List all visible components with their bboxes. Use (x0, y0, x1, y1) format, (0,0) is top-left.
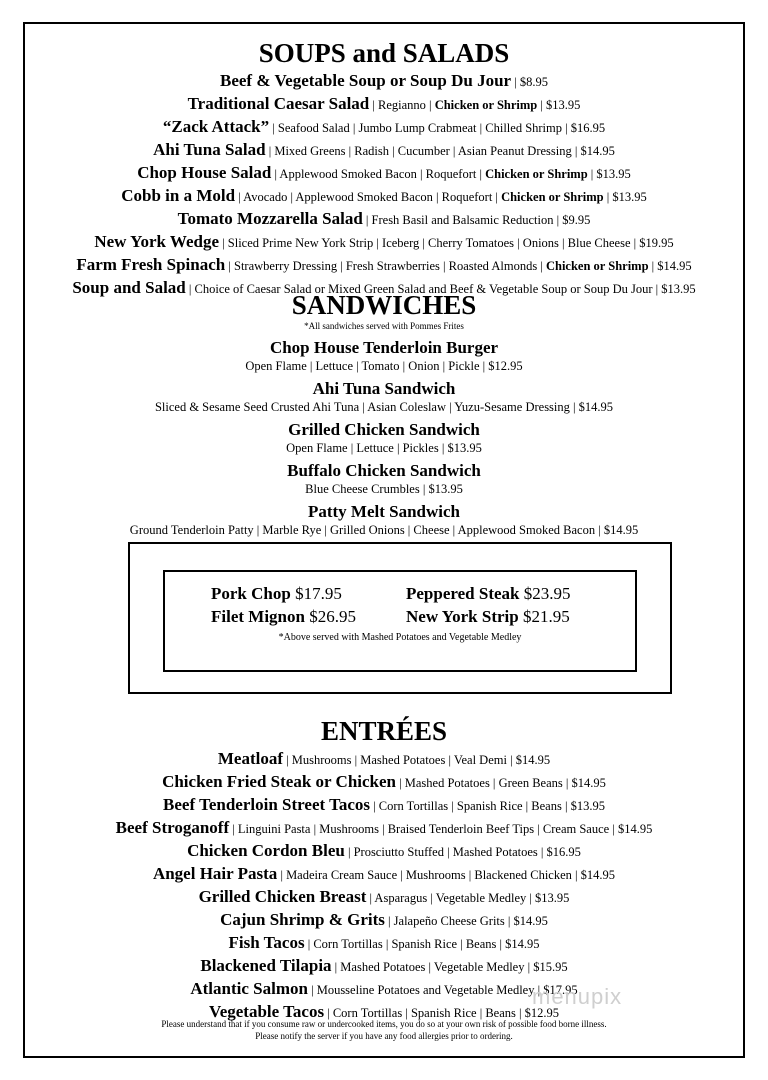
steak-name: Peppered Steak (406, 584, 520, 603)
disclaimer (0, 1018, 768, 1042)
steak-price: $17.95 (290, 584, 342, 603)
entree-item (0, 955, 768, 978)
sandwich-item (0, 461, 768, 497)
steak-row (163, 584, 637, 607)
item-name: Tomato Mozzarella Salad (177, 209, 363, 228)
protein-option: Chicken or Shrimp (434, 98, 538, 112)
item-description: | Applewood Smoked Bacon | Roquefort | (271, 167, 486, 181)
entree-name: Atlantic Salmon (190, 979, 308, 998)
sandwich-name: Patty Melt Sandwich (307, 502, 461, 521)
disclaimer-line-2: Please notify the server if you have any food allergies prior to ordering. (255, 1031, 513, 1041)
entree-name: Meatloaf (217, 749, 284, 768)
entree-description: | Asparagus | Vegetable Medley | $13.95 (366, 891, 570, 905)
entree-description: | Prosciutto Stuffed | Mashed Potatoes | $16.95 (344, 845, 581, 859)
item-description: | Mixed Greens | Radish | Cucumber | Asian Peanut Dressing | $14.95 (265, 144, 615, 158)
protein-option: Chicken or Shrimp (501, 190, 604, 204)
soup-salad-item (0, 93, 768, 116)
item-name: Soup and Salad (72, 278, 186, 297)
entree-item (0, 886, 768, 909)
sandwich-description: Blue Cheese Crumbles | $13.95 (305, 482, 463, 496)
sandwich-name: Buffalo Chicken Sandwich (287, 461, 481, 480)
soup-salad-item (0, 254, 768, 277)
sandwich-name: Chop House Tenderloin Burger (269, 338, 499, 357)
entree-name: Chicken Fried Steak or Chicken (162, 772, 396, 791)
entree-name: Vegetable Tacos (208, 1002, 325, 1021)
entree-name: Chicken Cordon Bleu (187, 841, 345, 860)
entree-name: Beef Tenderloin Street Tacos (163, 795, 371, 814)
item-description: | Seafood Salad | Jumbo Lump Crabmeat | Chilled Shrimp | $16.95 (269, 121, 606, 135)
sandwich-description: Open Flame | Lettuce | Pickles | $13.95 (286, 441, 482, 455)
soup-salad-item (0, 116, 768, 139)
item-name: “Zack Attack” (162, 117, 270, 136)
entree-description: | Mashed Potatoes | Vegetable Medley | $15.95 (331, 960, 568, 974)
entree-name: Fish Tacos (228, 933, 305, 952)
steak-rows (163, 584, 637, 630)
sandwich-description: Open Flame | Lettuce | Tomato | Onion | Pickle | $12.95 (245, 359, 523, 373)
sandwich-item (0, 379, 768, 415)
entree-description: | Mousseline Potatoes and Vegetable Medley | $17.95 (307, 983, 578, 997)
entree-name: Angel Hair Pasta (152, 864, 278, 883)
entree-description: | Linguini Pasta | Mushrooms | Braised Tenderloin Beef Tips | Cream Sauce | $14.95 (229, 822, 653, 836)
steak-note: *Above served with Mashed Potatoes and Vegetable Medley (278, 632, 522, 643)
soup-salad-item (0, 70, 768, 93)
entree-description: | Mashed Potatoes | Green Beans | $14.95 (396, 776, 606, 790)
steak-price: $26.95 (304, 607, 356, 626)
item-name: New York Wedge (94, 232, 220, 251)
entree-item (0, 748, 768, 771)
entree-description: | Madeira Cream Sauce | Mushrooms | Blackened Chicken | $14.95 (277, 868, 616, 882)
steak-price: $23.95 (519, 584, 571, 603)
item-description: | Avocado | Applewood Smoked Bacon | Roquefort | (235, 190, 502, 204)
item-description: | $13.95 (587, 167, 631, 181)
menupix-watermark: menupix (532, 984, 623, 1009)
sandwich-name: Ahi Tuna Sandwich (312, 379, 456, 398)
steak-name: Pork Chop (211, 584, 291, 603)
entree-description: | Corn Tortillas | Spanish Rice | Beans | $12.95 (324, 1006, 559, 1020)
soup-salad-item (0, 231, 768, 254)
sandwiches-note: *All sandwiches served with Pommes Frites (304, 321, 464, 331)
entree-item (0, 978, 768, 1001)
steak-name: Filet Mignon (211, 607, 305, 626)
entree-item (0, 817, 768, 840)
entree-description: | Corn Tortillas | Spanish Rice | Beans | $14.95 (304, 937, 540, 951)
steak-item (211, 584, 342, 604)
item-description: | Fresh Basil and Balsamic Reduction | $9.95 (362, 213, 591, 227)
soup-salad-item (0, 139, 768, 162)
steak-item (406, 584, 571, 604)
steak-row (163, 607, 637, 630)
entree-name: Blackened Tilapia (200, 956, 332, 975)
protein-option: Chicken or Shrimp (545, 259, 649, 273)
sandwich-description: Ground Tenderloin Patty | Marble Rye | Grilled Onions | Cheese | Applewood Smoked Bacon | $14.95 (129, 523, 639, 537)
entrees-list (0, 748, 768, 1024)
entree-item (0, 794, 768, 817)
entrees-heading: ENTRÉES (320, 716, 448, 746)
protein-option: Chicken or Shrimp (485, 167, 588, 181)
steak-box (163, 584, 637, 643)
entree-item (0, 932, 768, 955)
item-description: | $8.95 (511, 75, 548, 89)
entree-item (0, 771, 768, 794)
item-name: Cobb in a Mold (121, 186, 236, 205)
item-description: | $13.95 (603, 190, 647, 204)
steak-name: New York Strip (406, 607, 519, 626)
sandwiches-section (0, 290, 768, 543)
sandwich-item (0, 502, 768, 538)
entree-description: | Jalapeño Cheese Grits | $14.95 (384, 914, 548, 928)
sandwiches-list (0, 338, 768, 538)
entree-item (0, 909, 768, 932)
sandwich-item (0, 338, 768, 374)
entree-item (0, 863, 768, 886)
item-name: Chop House Salad (137, 163, 272, 182)
entree-description: | Corn Tortillas | Spanish Rice | Beans | $13.95 (370, 799, 605, 813)
sandwich-item (0, 420, 768, 456)
entree-name: Cajun Shrimp & Grits (220, 910, 385, 929)
entree-name: Beef Stroganoff (115, 818, 230, 837)
entree-name: Grilled Chicken Breast (198, 887, 367, 906)
soups-salads-list (0, 70, 768, 300)
soup-salad-item (0, 185, 768, 208)
item-description: | Strawberry Dressing | Fresh Strawberries | Roasted Almonds | (225, 259, 546, 273)
steak-item (211, 607, 356, 627)
soups-salads-section (0, 38, 768, 300)
item-description: | Regianno | (369, 98, 435, 112)
item-name: Ahi Tuna Salad (153, 140, 266, 159)
sandwiches-heading: SANDWICHES (291, 290, 477, 320)
disclaimer-line-1: Please understand that if you consume raw or undercooked items, you do so at your own risk of possible food borne illness. (161, 1019, 607, 1029)
steak-price: $21.95 (518, 607, 570, 626)
item-name: Beef & Vegetable Soup or Soup Du Jour (220, 71, 512, 90)
item-name: Farm Fresh Spinach (76, 255, 226, 274)
entree-description: | Mushrooms | Mashed Potatoes | Veal Demi | $14.95 (283, 753, 551, 767)
soup-salad-item (0, 208, 768, 231)
item-description: | $14.95 (648, 259, 692, 273)
item-description: | Choice of Caesar Salad or Mixed Green Salad and Beef & Vegetable Soup or Soup Du Jour | $13.95 (185, 282, 696, 296)
soup-salad-item (0, 162, 768, 185)
item-description: | $13.95 (537, 98, 581, 112)
item-description: | Sliced Prime New York Strip | Iceberg | Cherry Tomatoes | Onions | Blue Cheese | $19.95 (219, 236, 674, 250)
sandwich-name: Grilled Chicken Sandwich (288, 420, 480, 439)
soups-salads-heading: SOUPS and SALADS (258, 38, 510, 68)
entrees-section (0, 716, 768, 1024)
item-name: Traditional Caesar Salad (187, 94, 370, 113)
steak-item (406, 607, 570, 627)
entree-item (0, 840, 768, 863)
sandwich-description: Sliced & Sesame Seed Crusted Ahi Tuna | Asian Coleslaw | Yuzu-Sesame Dressing | $14.95 (154, 400, 614, 414)
